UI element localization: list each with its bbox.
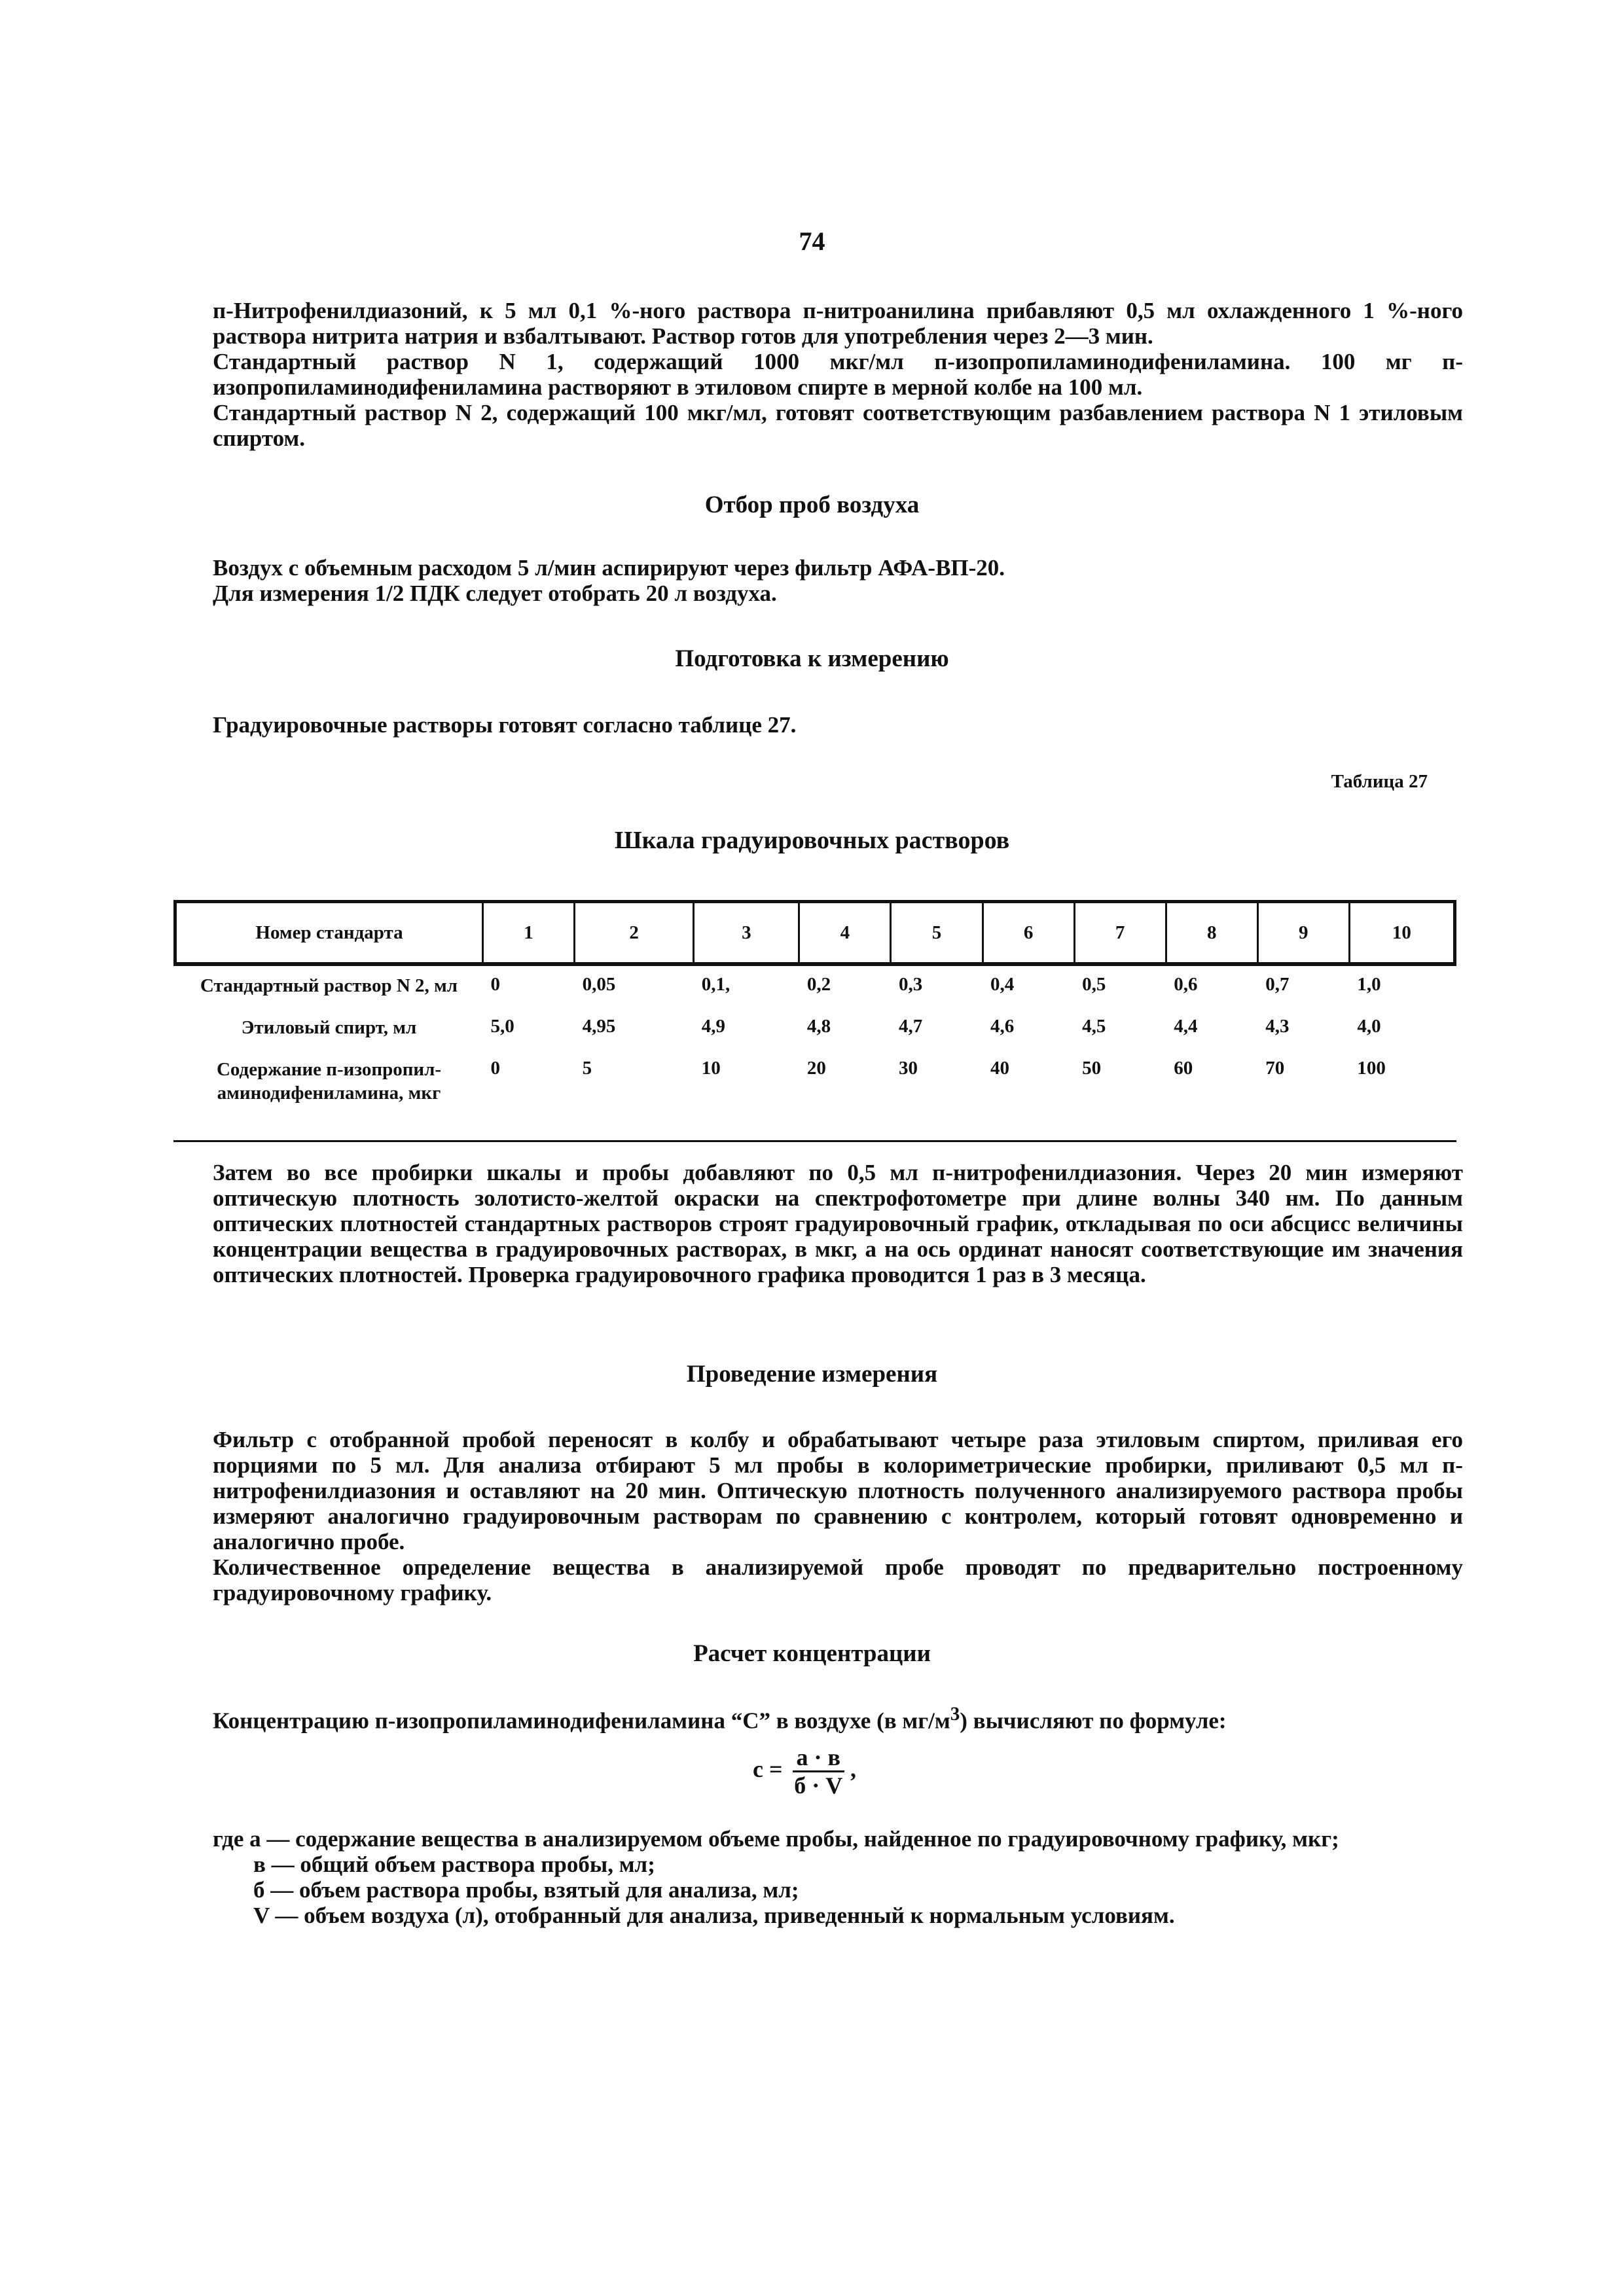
measurement-paragraph-1: Фильтр с отобранной пробой переносят в колбу и обрабатывают четыре раза этиловым спиртом, приливая его порциями по 5 мл. Для анализа отбирают 5 мл пробы в колориметрические пробирки, приливают 0,5 мл п-нитрофенилдиазония и оставляют на 20 мин. Оптическую плотность полученного анализируемого раствора пробы измеряют аналогично градуировочным растворам по сравнению с контролем, который готовят одновременно и аналогично пробе. xyxy=(213,1427,1463,1554)
table-row-label: Стандартный раствор N 2, мл xyxy=(200,975,458,996)
sampling-heading: Отбор проб воздуха xyxy=(704,492,920,518)
table-cell: 0,1, xyxy=(701,974,731,995)
table-row-label: Содержание п-изопропил-аминодифениламина, мкг xyxy=(216,1059,442,1103)
table-header-cell: 5 xyxy=(891,902,983,965)
table-cell: 0,2 xyxy=(806,974,831,995)
calculation-intro-sup: 3 xyxy=(950,1704,960,1725)
table-cell: 4,5 xyxy=(1082,1016,1106,1037)
table-caption: Таблица 27 xyxy=(1331,771,1428,792)
table-row-label: Этиловый спирт, мл xyxy=(241,1017,417,1038)
calculation-intro xyxy=(213,1702,1463,1734)
legend-v: в — общий объем раствора пробы, мл; xyxy=(253,1852,655,1877)
table-cell: 4,95 xyxy=(582,1016,616,1037)
table-cell: 4,4 xyxy=(1174,1016,1198,1037)
table-cell: 0,3 xyxy=(898,974,923,995)
table-header-row xyxy=(175,902,1455,965)
page-number: 74 xyxy=(799,226,825,256)
table-header-cell: 1 xyxy=(483,902,575,965)
concentration-formula xyxy=(753,1744,856,1799)
intro-section xyxy=(213,298,1463,451)
table-cell: 4,6 xyxy=(990,1016,1015,1037)
table-cell: 10 xyxy=(701,1058,721,1079)
formula-numerator: а · в xyxy=(793,1744,844,1772)
table-cell: 30 xyxy=(898,1058,918,1079)
table-cell: 40 xyxy=(990,1058,1010,1079)
legend-volume: V — объем воздуха (л), отобранный для анализа, приведенный к нормальным условиям. xyxy=(253,1903,1175,1928)
calculation-intro-end: ) вычисляют по формуле: xyxy=(960,1708,1227,1734)
legend-a: где а — содержание вещества в анализируемом объеме пробы, найденное по градуировочному графику, мкг; xyxy=(213,1826,1339,1852)
table-bottom-rule xyxy=(173,1140,1456,1142)
measurement-paragraph-2: Количественное определение вещества в анализируемой пробе проводят по предварительно построенному градуировочному графику. xyxy=(213,1554,1463,1605)
table-cell: 20 xyxy=(806,1058,826,1079)
table-cell: 60 xyxy=(1174,1058,1193,1079)
table-cell: 0,5 xyxy=(1082,974,1106,995)
table-header-cell: 3 xyxy=(694,902,799,965)
table-row xyxy=(175,1050,1455,1105)
after-table-section xyxy=(213,1160,1463,1287)
table-header-cell: 8 xyxy=(1166,902,1257,965)
table-header-cell: 4 xyxy=(799,902,891,965)
calculation-heading: Расчет концентрации xyxy=(693,1640,931,1667)
table-header-cell: 6 xyxy=(983,902,1074,965)
table-cell: 70 xyxy=(1265,1058,1285,1079)
after-table-paragraph: Затем во все пробирки шкалы и пробы добавляют по 0,5 мл п-нитрофенилдиазония. Через 20 мин измеряют оптическую плотность золотисто-желтой окраски на спектрофотометре при длине волны 340 нм. По данным оптических плотностей стандартных растворов строят градуировочный график, откладывая по оси абсцисс величины концентрации вещества в градуировочных растворах, в мкг, а на ось ординат наносят соответствующие им значения оптических плотностей. Проверка градуировочного графика проводится 1 раз в 3 месяца. xyxy=(213,1160,1463,1287)
table-header-label: Номер стандарта xyxy=(175,902,483,965)
table-cell: 1,0 xyxy=(1357,974,1381,995)
table-cell: 50 xyxy=(1082,1058,1102,1079)
calculation-intro-main: Концентрацию п-изопропиламинодифениламина “С” в воздухе (в мг/м xyxy=(213,1708,950,1734)
table-row xyxy=(175,1008,1455,1050)
table-row xyxy=(175,964,1455,1008)
legend-b: б — объем раствора пробы, взятый для анализа, мл; xyxy=(253,1877,799,1903)
preparation-paragraph: Градуировочные растворы готовят согласно таблице 27. xyxy=(213,712,797,738)
formula-legend xyxy=(213,1826,1463,1928)
intro-paragraph-1: п-Нитрофенилдиазоний, к 5 мл 0,1 %-ного раствора п-нитроанилина прибавляют 0,5 мл охлажденного 1 %-ного раствора нитрита натрия и взбалтывают. Раствор готов для употребления через 2—3 мин. xyxy=(213,298,1463,349)
sampling-paragraph-2: Для измерения 1/2 ПДК следует отобрать 20 л воздуха. xyxy=(213,581,777,606)
table-header-cell: 7 xyxy=(1074,902,1166,965)
sampling-paragraph-1: Воздух с объемным расходом 5 л/мин аспирируют через фильтр АФА-ВП-20. xyxy=(213,555,1005,581)
table-header-cell: 2 xyxy=(575,902,694,965)
formula-lhs: с = xyxy=(753,1755,783,1782)
table-cell: 4,8 xyxy=(806,1016,831,1037)
preparation-heading: Подготовка к измерению xyxy=(675,645,949,672)
formula-denominator: б · V xyxy=(794,1772,843,1799)
table-cell: 100 xyxy=(1357,1058,1386,1079)
table-cell: 0 xyxy=(490,974,500,995)
formula-fraction xyxy=(793,1744,844,1799)
measurement-heading: Проведение измерения xyxy=(686,1361,938,1388)
table-cell: 4,0 xyxy=(1357,1016,1381,1037)
table-cell: 4,7 xyxy=(898,1016,923,1037)
table-header-cell: 9 xyxy=(1257,902,1349,965)
formula-tail: , xyxy=(850,1755,856,1782)
sampling-section xyxy=(213,555,1463,606)
table-cell: 0,6 xyxy=(1174,974,1198,995)
table-cell: 5,0 xyxy=(490,1016,514,1037)
intro-paragraph-3: Стандартный раствор N 2, содержащий 100 мкг/мл, готовят соответствующим разбавлением раствора N 1 этиловым спиртом. xyxy=(213,400,1463,451)
calibration-table xyxy=(173,900,1456,1105)
preparation-section xyxy=(213,712,1463,738)
table-cell: 0 xyxy=(490,1058,500,1079)
calculation-intro-text xyxy=(213,1702,1463,1734)
measurement-section xyxy=(213,1427,1463,1605)
intro-paragraph-2: Стандартный раствор N 1, содержащий 1000 мкг/мл п-изопропиламинодифениламина. 100 мг п-изопропиламинодифениламина растворяют в этиловом спирте в мерной колбе на 100 мл. xyxy=(213,349,1463,400)
table-cell: 5 xyxy=(582,1058,592,1079)
table-cell: 4,9 xyxy=(701,1016,725,1037)
table-cell: 0,4 xyxy=(990,974,1015,995)
table-cell: 0,7 xyxy=(1265,974,1290,995)
table-header-cell: 10 xyxy=(1349,902,1454,965)
table-cell: 0,05 xyxy=(582,974,616,995)
table-cell: 4,3 xyxy=(1265,1016,1290,1037)
table-title: Шкала градуировочных растворов xyxy=(614,827,1010,854)
